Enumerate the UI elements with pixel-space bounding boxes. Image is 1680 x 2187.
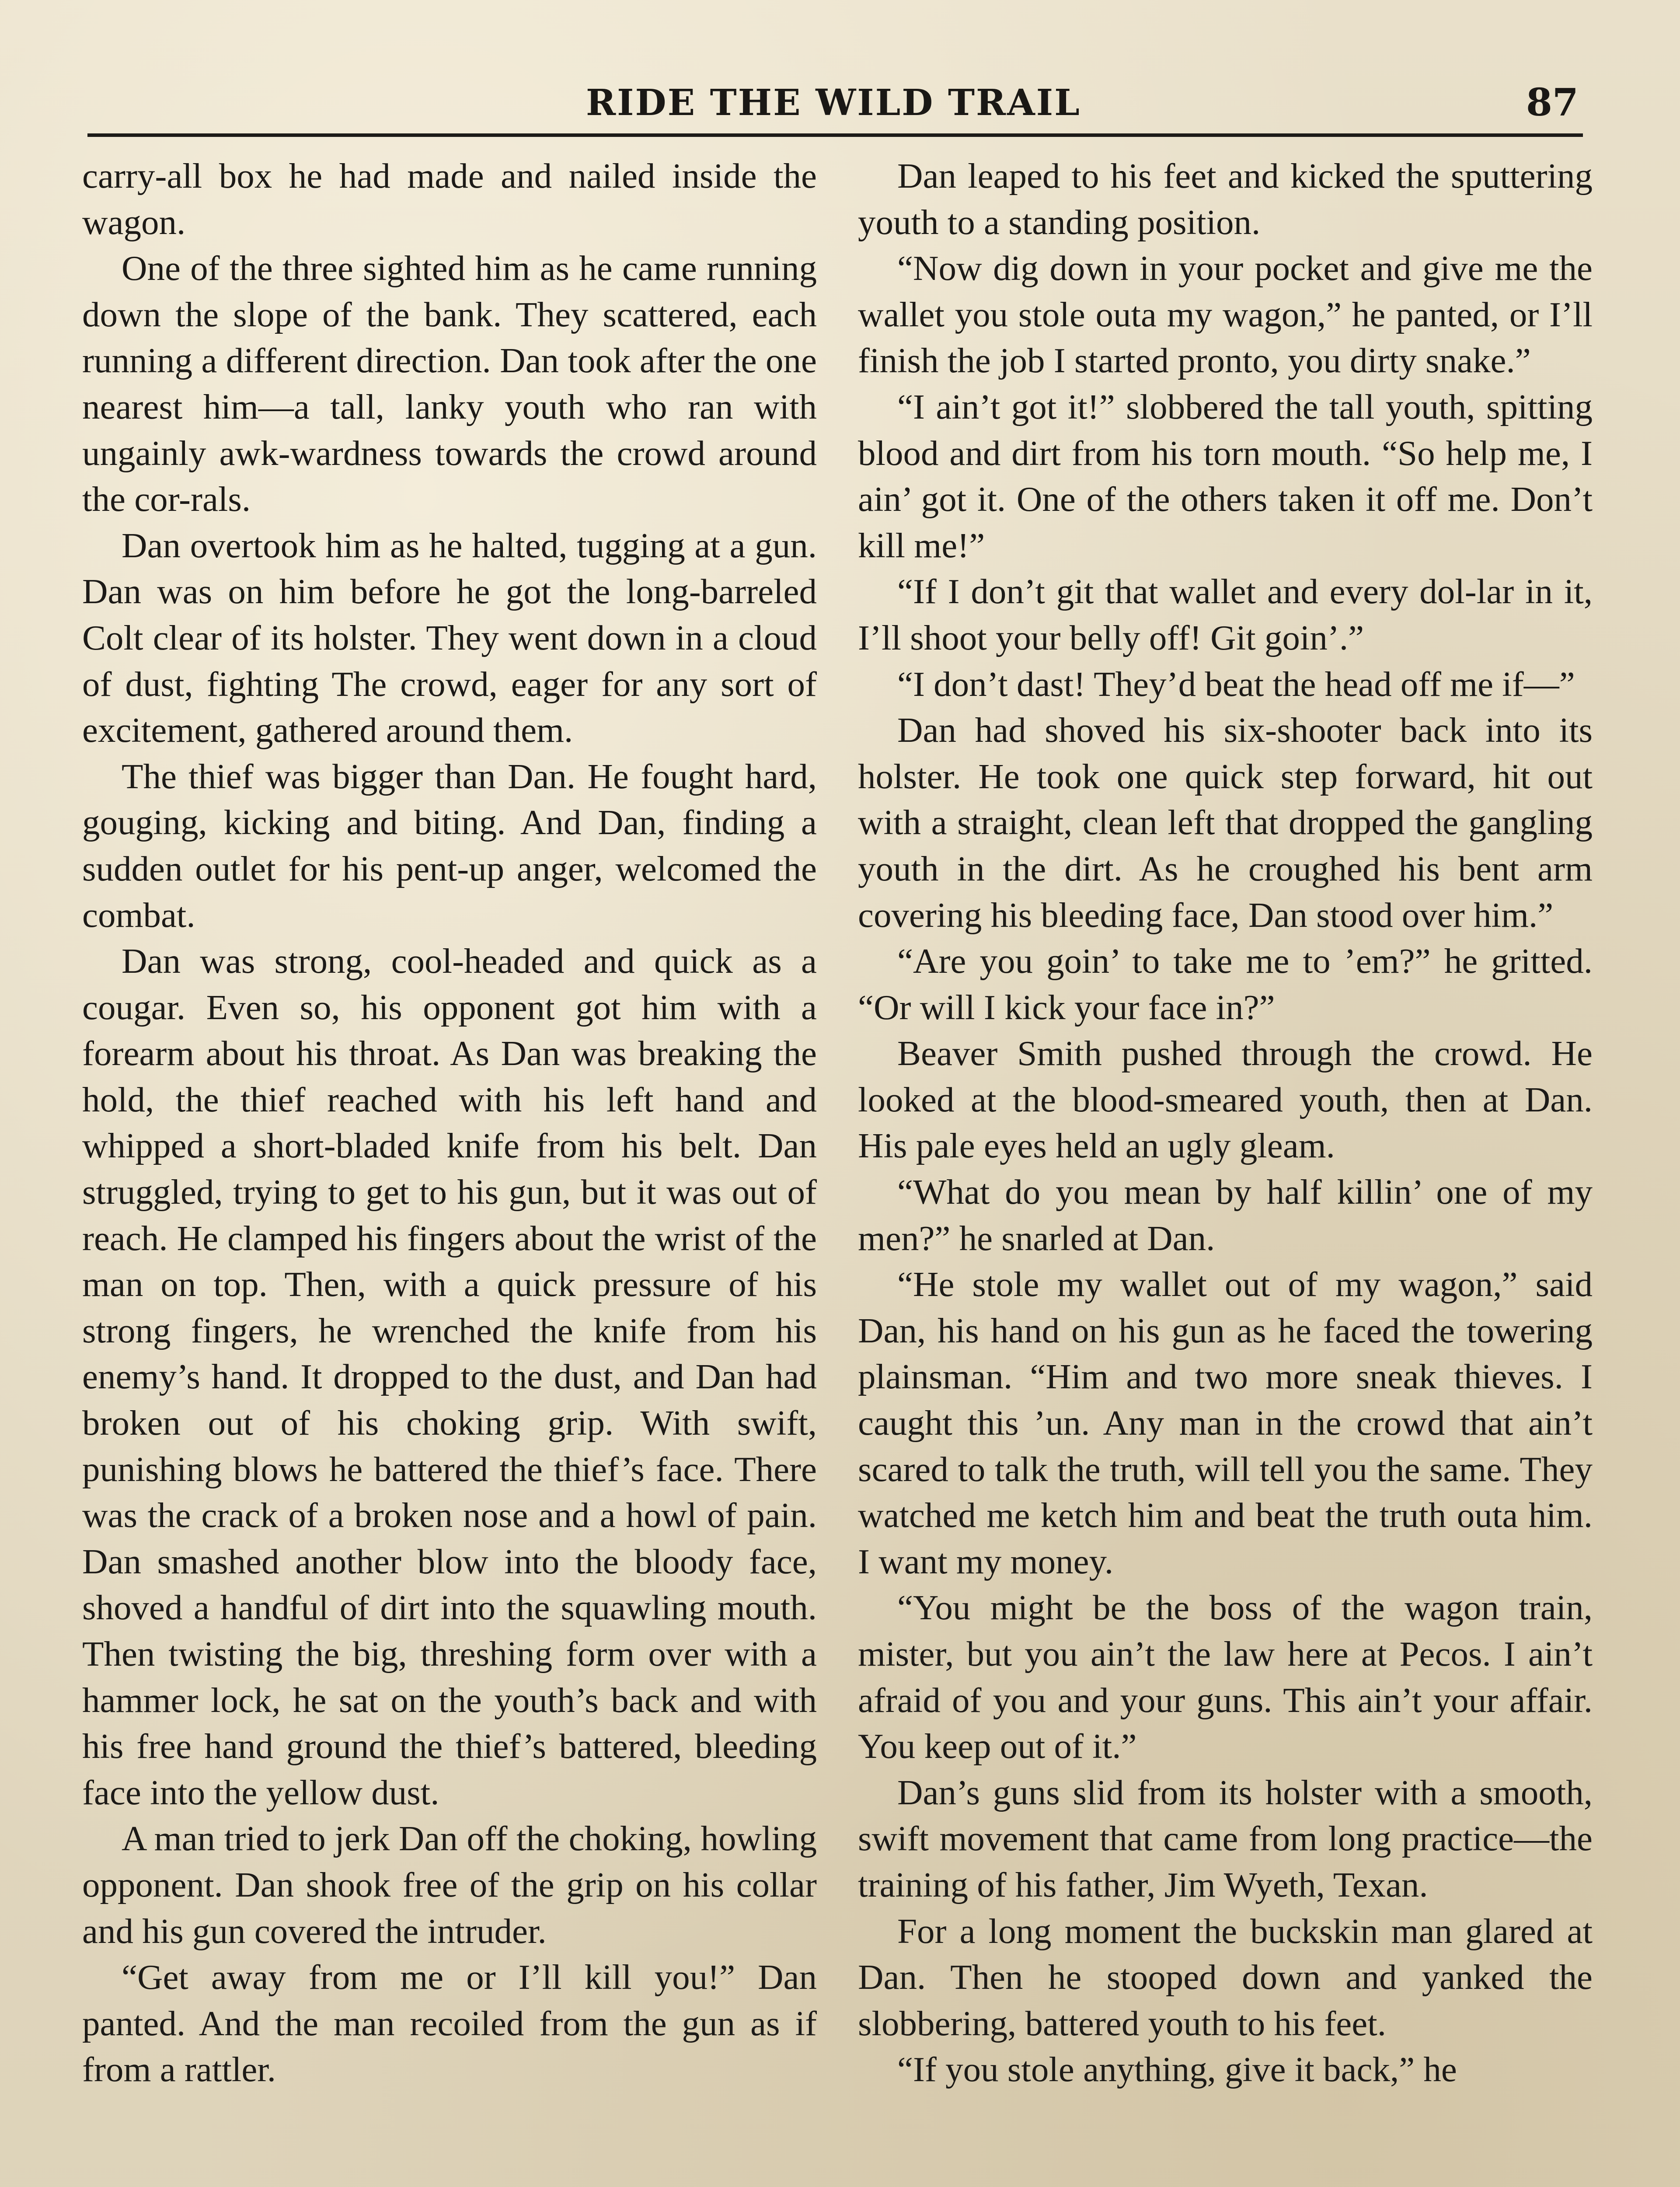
paragraph: “Get away from me or I’ll kill you!” Dan panted. And the man recoiled from the gun as if from a rattler.	[82, 1957, 817, 2089]
paragraph: The thief was bigger than Dan. He fought hard, gouging, kicking and biting. And Dan, finding a sudden outlet for his pent-up anger, welcomed the combat.	[82, 756, 817, 935]
paragraph: “I ain’t got it!” slobbered the tall youth, spitting blood and dirt from his torn mouth. “So help me, I ain’ got it. One of the others taken it off me. Don’t kill me!”	[858, 387, 1593, 565]
right-column	[858, 153, 1593, 2187]
paragraph: Dan leaped to his feet and kicked the sputtering youth to a standing position.	[858, 156, 1593, 242]
paragraph: “I don’t dast! They’d beat the head off me if—”	[897, 664, 1575, 704]
paragraph: Beaver Smith pushed through the crowd. He looked at the blood-smeared youth, then at Dan. His pale eyes held an ugly gleam.	[858, 1034, 1593, 1166]
running-title: RIDE THE WILD TRAIL	[586, 82, 1081, 124]
paragraph: “What do you mean by half killin’ one of my men?” he snarled at Dan.	[858, 1172, 1593, 1258]
page-number: 87	[1526, 80, 1579, 125]
paragraph: “If I don’t git that wallet and every dol-lar in it, I’ll shoot your belly off! Git goin’.”	[858, 572, 1593, 657]
paragraph: A man tried to jerk Dan off the choking, howling opponent. Dan shook free of the grip on his collar and his gun covered the intruder.	[82, 1819, 817, 1951]
paragraph: “Now dig down in your pocket and give me the wallet you stole outa my wagon,” he panted, or I’ll finish the job I started pronto, you dirty snake.”	[858, 248, 1593, 381]
running-head	[0, 77, 1680, 129]
paragraph: Dan overtook him as he halted, tugging at a gun. Dan was on him before he got the long-barreled Colt clear of its holster. They went down in a cloud of dust, fighting The crowd, eager for any sort of excitement, gathered around them.	[82, 525, 817, 750]
paragraph: One of the three sighted him as he came running down the slope of the bank. They scattered, each running a different direction. Dan took after the one nearest him—a tall, lanky youth who ran with ungainly awk-wardness towards the crowd around the cor-rals.	[82, 248, 817, 519]
paragraph: Dan’s guns slid from its holster with a smooth, swift movement that came from long practice—the training of his father, Jim Wyeth, Texan.	[858, 1772, 1593, 1904]
paragraph: For a long moment the buckskin man glared at Dan. Then he stooped down and yanked the slobbering, battered youth to his feet.	[858, 1911, 1593, 2043]
paragraph: carry-all box he had made and nailed inside the wagon.	[82, 156, 817, 242]
paragraph: “Are you goin’ to take me to ’em?” he gritted. “Or will I kick your face in?”	[858, 941, 1593, 1027]
left-column	[82, 153, 817, 2187]
paragraph: Dan had shoved his six-shooter back into its holster. He took one quick step forward, hit out with a straight, clean left that dropped the gangling youth in the dirt. As he croughed his bent arm covering his bleeding face, Dan stood over him.”	[858, 710, 1593, 935]
paragraph: “He stole my wallet out of my wagon,” said Dan, his hand on his gun as he faced the towering plainsman. “Him and two more sneak thieves. I caught this ’un. Any man in the crowd that ain’t scared to talk the truth, will tell you the same. They watched me ketch him and beat the truth outa him. I want my money.	[858, 1265, 1593, 1581]
paragraph: “If you stole anything, give it back,” he	[897, 2050, 1457, 2089]
paragraph: “You might be the boss of the wagon train, mister, but you ain’t the law here at Pecos. I ain’t afraid of you and your guns. This ain’t your affair. You keep out of it.”	[858, 1588, 1593, 1766]
header-rule	[87, 133, 1583, 137]
paragraph: Dan was strong, cool-headed and quick as a cougar. Even so, his opponent got him with a forearm about his throat. As Dan was breaking the hold, the thief reached with his left hand and whipped a short-bladed knife from his belt. Dan struggled, trying to get to his gun, but it was out of reach. He clamped his fingers about the wrist of the man on top. Then, with a quick pressure of his strong fingers, he wrenched the knife from his enemy’s hand. It dropped to the dust, and Dan had broken out of his choking grip. With swift, punishing blows he battered the thief’s face. There was the crack of a broken nose and a howl of pain. Dan smashed another blow into the bloody face, shoved a handful of dirt into the squawling mouth. Then twisting the big, threshing form over with a hammer lock, he sat on the youth’s back and with his free hand ground the thief’s battered, bleeding face into the yellow dust.	[82, 941, 817, 1812]
